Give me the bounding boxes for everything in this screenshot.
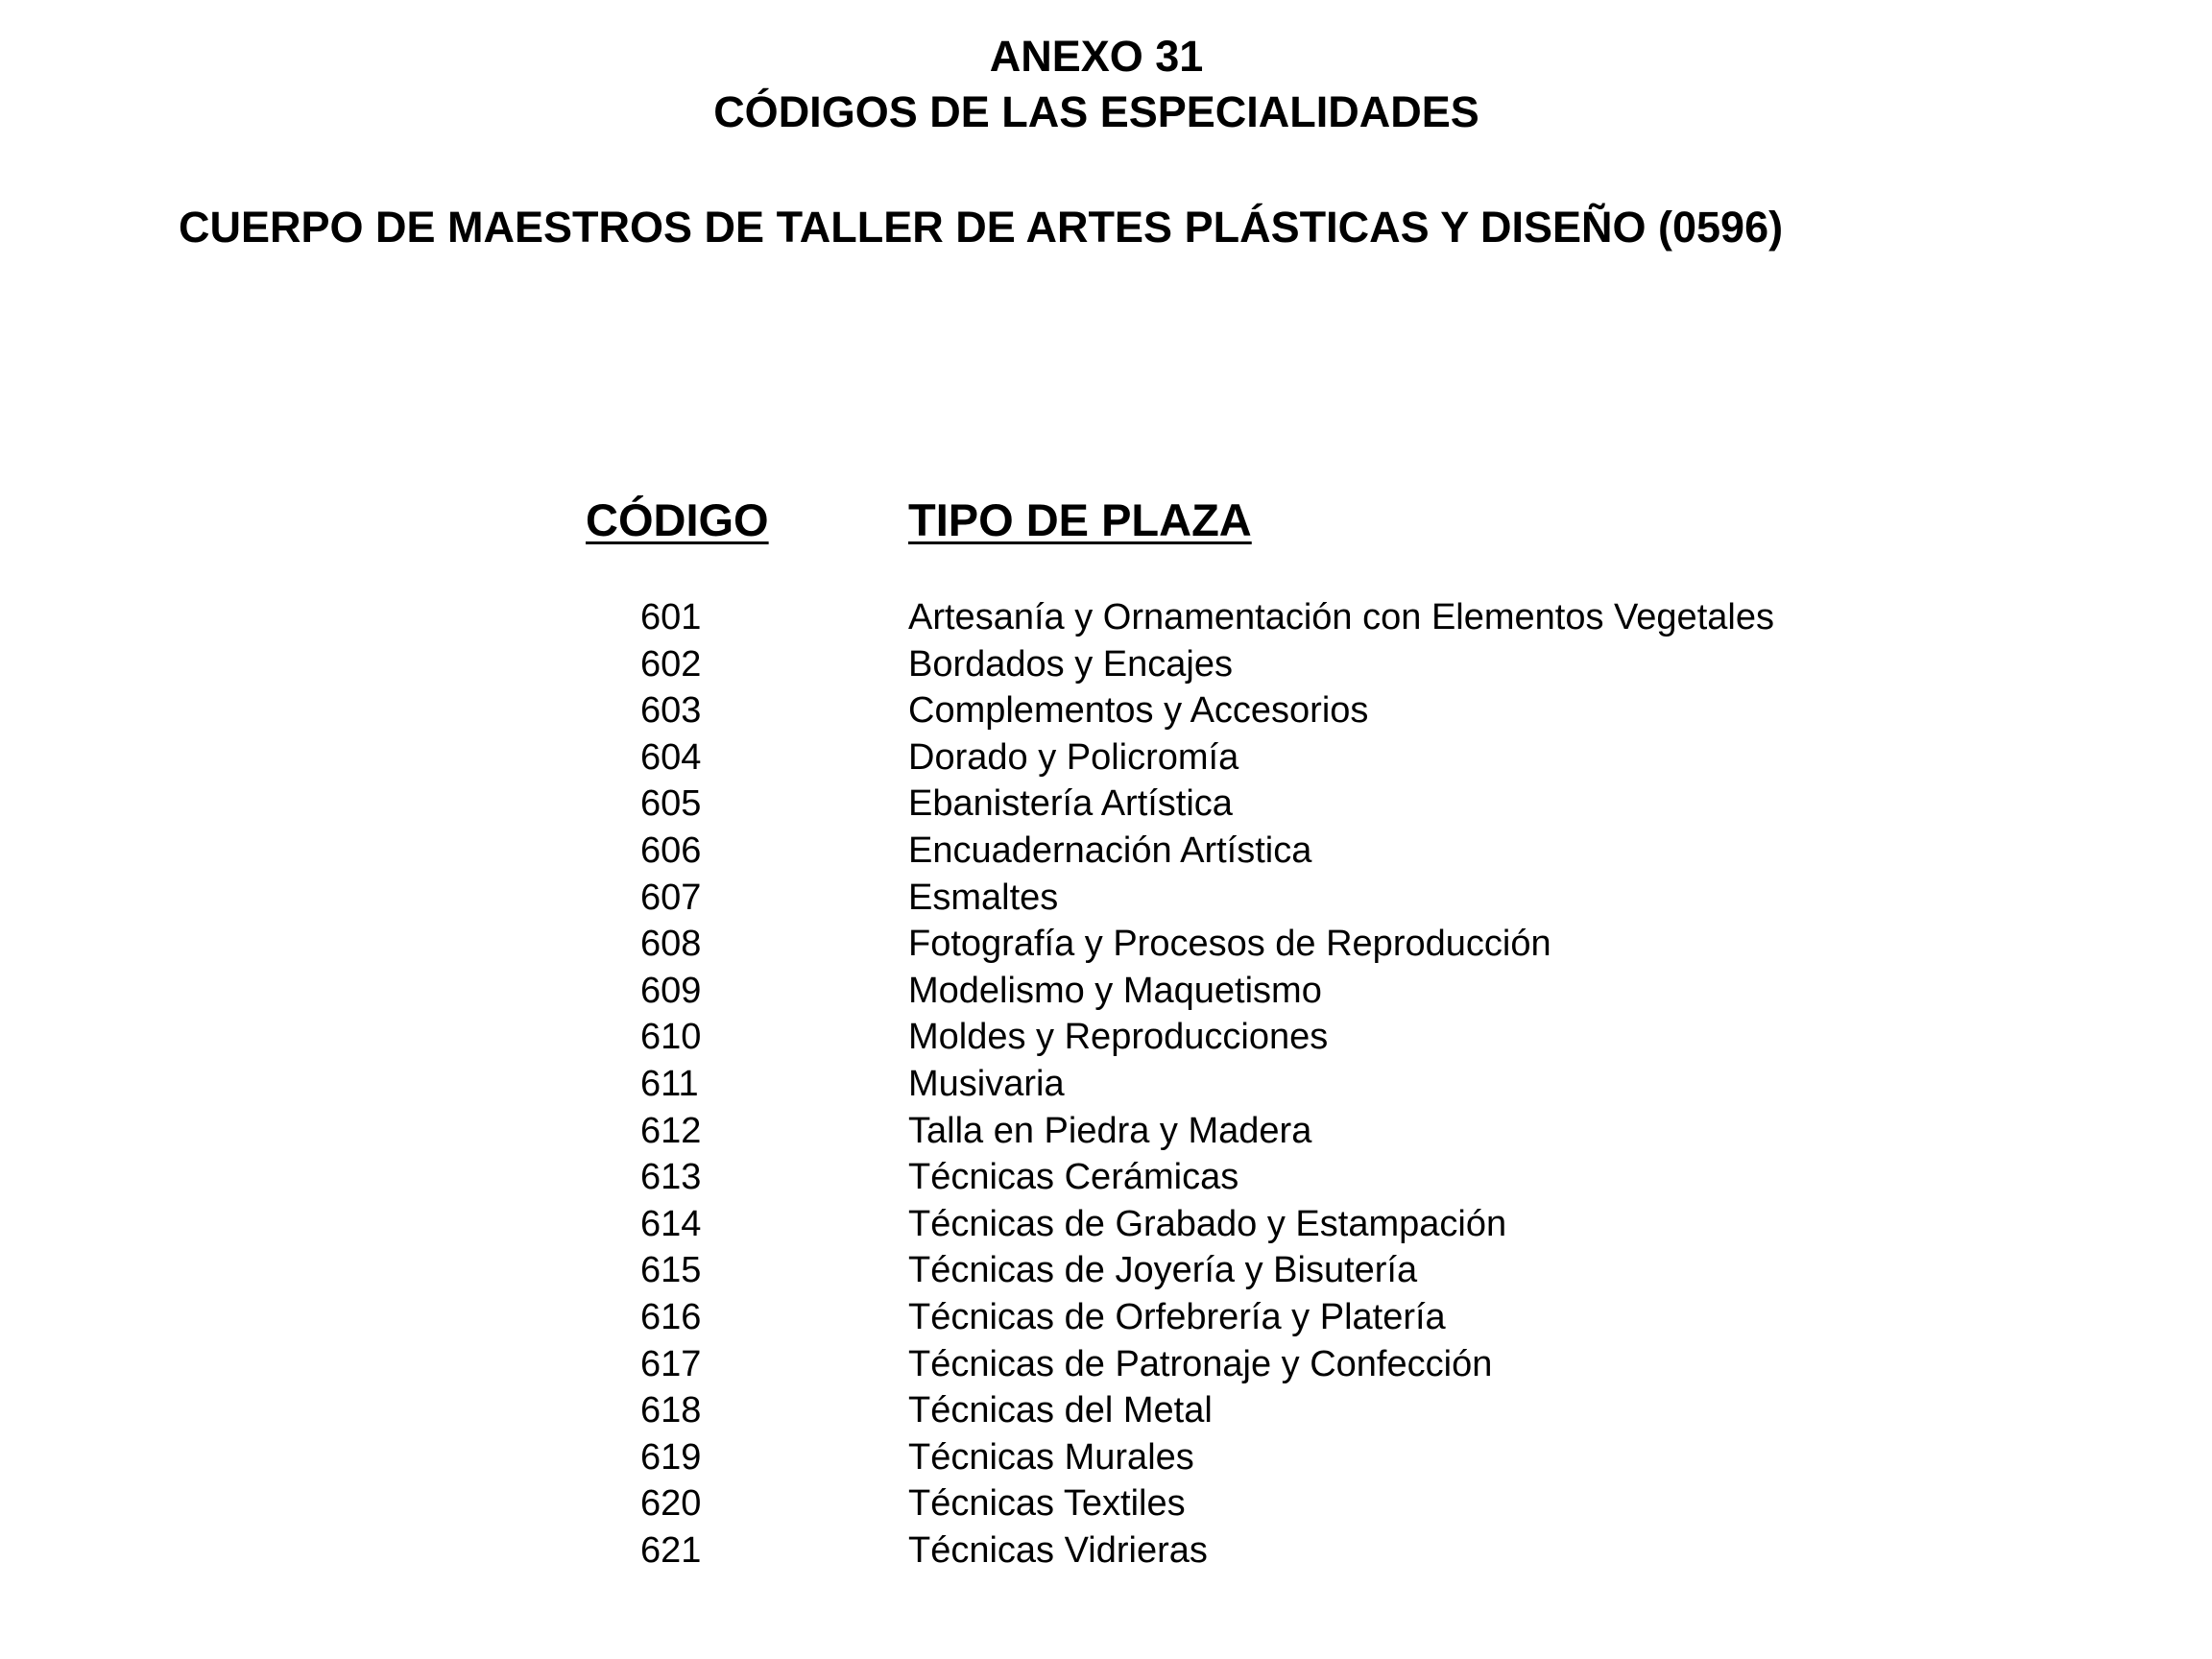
item-name: Musivaria [908, 1063, 1065, 1104]
item-code: 610 [640, 1017, 702, 1058]
item-code: 603 [640, 690, 702, 732]
item-code: 619 [640, 1436, 702, 1478]
body-title: CUERPO DE MAESTROS DE TALLER DE ARTES PLÁSTICAS Y DISEÑO (0596) [179, 203, 1784, 252]
item-name: Técnicas Murales [908, 1436, 1194, 1478]
item-code: 613 [640, 1157, 702, 1198]
item-name: Técnicas de Grabado y Estampación [908, 1203, 1507, 1244]
item-name: Dorado y Policromía [908, 736, 1239, 778]
item-code: 601 [640, 597, 702, 637]
item-name: Ebanistería Artística [908, 783, 1233, 825]
item-code: 606 [640, 830, 702, 871]
item-name: Complementos y Accesorios [908, 690, 1369, 732]
item-name: Encuadernación Artística [908, 830, 1312, 871]
item-code: 602 [640, 643, 702, 685]
item-code: 614 [640, 1203, 702, 1244]
item-code: 616 [640, 1296, 702, 1337]
item-name: Técnicas de Joyería y Bisutería [908, 1250, 1418, 1291]
item-name: Moldes y Reproducciones [908, 1017, 1329, 1058]
item-code: 621 [640, 1529, 702, 1571]
item-name: Técnicas del Metal [908, 1390, 1213, 1431]
item-code: 615 [640, 1250, 702, 1291]
column-header-code: CÓDIGO [586, 494, 769, 545]
item-code: 609 [640, 970, 702, 1011]
item-name: Técnicas Vidrieras [908, 1529, 1208, 1571]
item-code: 617 [640, 1343, 702, 1384]
item-name: Artesanía y Ornamentación con Elementos Vegetales [908, 597, 1774, 637]
item-name: Esmaltes [908, 877, 1059, 918]
item-name: Bordados y Encajes [908, 643, 1233, 685]
item-code: 618 [640, 1390, 702, 1431]
item-name: Técnicas Cerámicas [908, 1157, 1239, 1198]
annex-title: ANEXO 31 [989, 32, 1204, 81]
item-code: 605 [640, 783, 702, 825]
column-header-type: TIPO DE PLAZA [908, 494, 1252, 545]
item-code: 604 [640, 736, 702, 778]
item-name: Técnicas de Patronaje y Confección [908, 1343, 1493, 1384]
item-code: 611 [640, 1063, 699, 1104]
item-code: 608 [640, 924, 702, 965]
item-name: Técnicas Textiles [908, 1483, 1186, 1525]
item-name: Modelismo y Maquetismo [908, 970, 1322, 1011]
item-code: 620 [640, 1483, 702, 1525]
item-name: Técnicas de Orfebrería y Platería [908, 1296, 1446, 1337]
item-code: 612 [640, 1110, 702, 1151]
item-code: 607 [640, 877, 702, 918]
item-name: Talla en Piedra y Madera [908, 1110, 1312, 1151]
item-name: Fotografía y Procesos de Reproducción [908, 924, 1551, 965]
document-subtitle: CÓDIGOS DE LAS ESPECIALIDADES [713, 87, 1479, 136]
